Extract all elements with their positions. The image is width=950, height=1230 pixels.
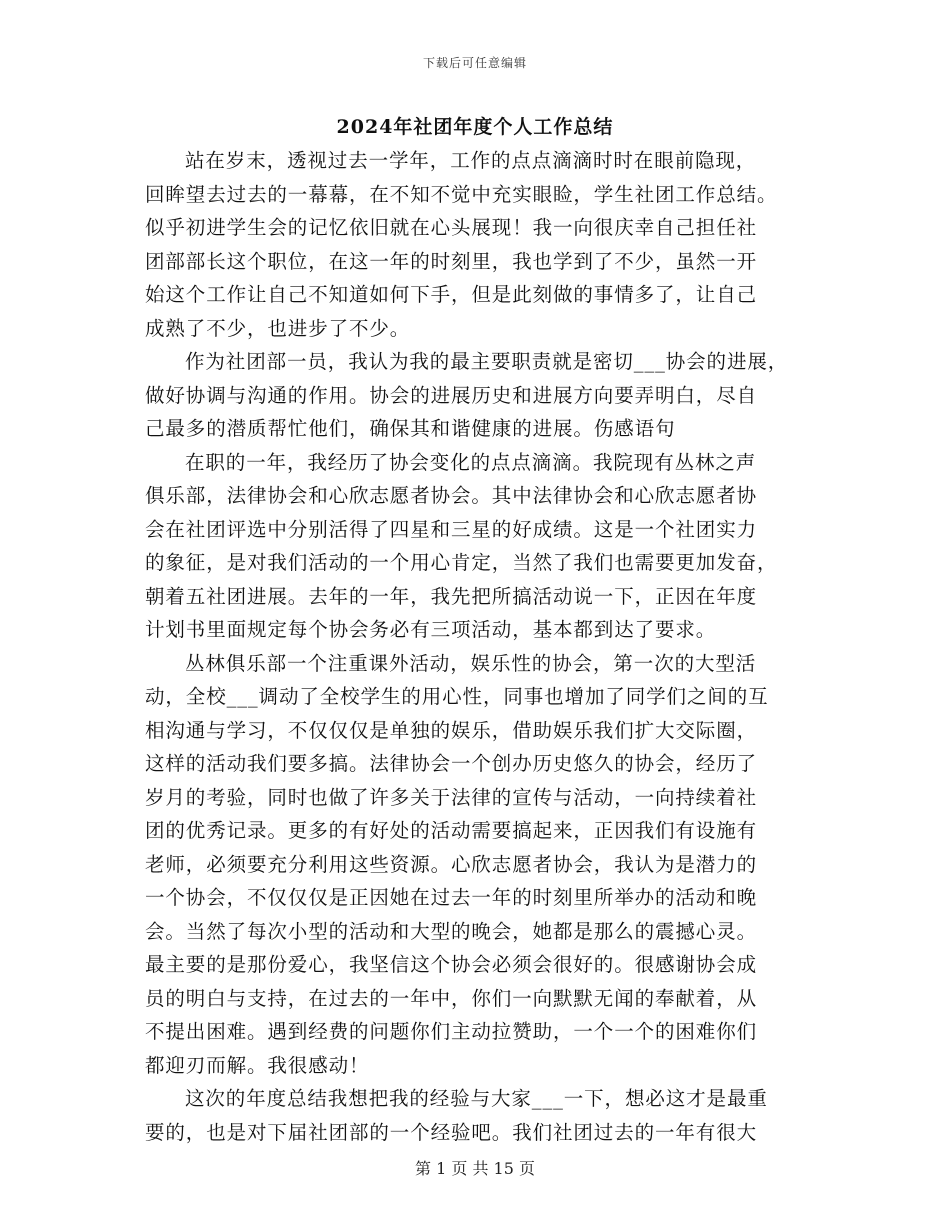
paragraph-line: 丛林俱乐部一个注重课外活动，娱乐性的协会，第一次的大型活 — [185, 651, 757, 675]
document-title: 2024年社团年度个人工作总结 — [336, 116, 614, 138]
paragraph-line: 做好协调与沟通的作用。协会的进展历史和进展方向要弄明白，尽自 — [145, 383, 758, 407]
paragraph-line: 在职的一年，我经历了协会变化的点点滴滴。我院现有丛林之声 — [185, 450, 757, 474]
paragraph-line: 计划书里面规定每个协会务必有三项活动，基本都到达了要求。 — [145, 618, 717, 641]
document-body — [145, 144, 817, 1149]
paragraph-line: 会在社团评选中分别活得了四星和三星的好成绩。这是一个社团实力 — [145, 517, 758, 541]
paragraph-line: 岁月的考验，同时也做了许多关于法律的宣传与活动，一向持续着社 — [145, 785, 758, 809]
paragraph-line: 作为社团部一员，我认为我的最主要职责就是密切___协会的进展， — [185, 350, 789, 373]
paragraph-line: 俱乐部，法律协会和心欣志愿者协会。其中法律协会和心欣志愿者协 — [145, 484, 758, 507]
page-number-footer: 第 1 页 共 15 页 — [415, 1159, 535, 1178]
paragraph-line: 不提出困难。遇到经费的问题你们主动拉赞助，一个一个的困难你们 — [145, 1020, 758, 1043]
paragraph-line: 这次的年度总结我想把我的经验与大家___一下，想必这才是最重 — [185, 1087, 768, 1110]
paragraph-line: 最主要的是那份爱心，我坚信这个协会必须会很好的。很感谢协会成 — [145, 953, 758, 976]
paragraph-line: 这样的活动我们要多搞。法律协会一个创办历史悠久的协会，经历了 — [145, 752, 758, 775]
paragraph-line: 要的，也是对下届社团部的一个经验吧。我们社团过去的一年有很大 — [145, 1120, 758, 1144]
paragraph-line: 的象征，是对我们活动的一个用心肯定，当然了我们也需要更加发奋， — [145, 551, 778, 574]
paragraph-line: 始这个工作让自己不知道如何下手，但是此刻做的事情多了，让自己 — [145, 283, 758, 306]
paragraph-line: 团部部长这个职位，在这一年的时刻里，我也学到了不少，虽然一开 — [145, 249, 758, 273]
header-note: 下载后可任意编辑 — [422, 56, 527, 70]
paragraph-line: 朝着五社团进展。去年的一年，我先把所搞活动说一下，正因在年度 — [145, 584, 758, 608]
paragraph-line: 回眸望去过去的一幕幕，在不知不觉中充实眼睑，学生社团工作总结。 — [145, 182, 778, 206]
paragraph-line: 似乎初进学生会的记忆依旧就在心头展现！我一向很庆幸自己担任社 — [145, 216, 758, 239]
paragraph-line: 动，全校___调动了全校学生的用心性，同事也增加了同学们之间的互 — [145, 685, 769, 708]
paragraph-line: 一个协会，不仅仅仅是正因她在过去一年的时刻里所举办的活动和晚 — [145, 886, 758, 909]
paragraph-line: 团的优秀记录。更多的有好处的活动需要搞起来，正因我们有设施有 — [145, 819, 758, 842]
paragraph-line: 相沟通与学习，不仅仅仅是单独的娱乐，借助娱乐我们扩大交际圈， — [145, 718, 758, 742]
paragraph-line: 站在岁末，透视过去一学年，工作的点点滴滴时时在眼前隐现， — [185, 149, 757, 172]
paragraph-line: 都迎刃而解。我很感动！ — [145, 1053, 370, 1077]
paragraph-line: 成熟了不少，也进步了不少。 — [145, 316, 411, 340]
paragraph-line: 己最多的潜质帮忙他们，确保其和谐健康的进展。伤感语句 — [145, 417, 676, 440]
paragraph-line: 老师，必须要充分利用这些资源。心欣志愿者协会，我认为是潜力的 — [145, 852, 758, 876]
paragraph-line: 会。当然了每次小型的活动和大型的晚会，她都是那么的震撼心灵。 — [145, 919, 758, 943]
paragraph-line: 员的明白与支持，在过去的一年中，你们一向默默无闻的奉献着，从 — [145, 986, 758, 1010]
